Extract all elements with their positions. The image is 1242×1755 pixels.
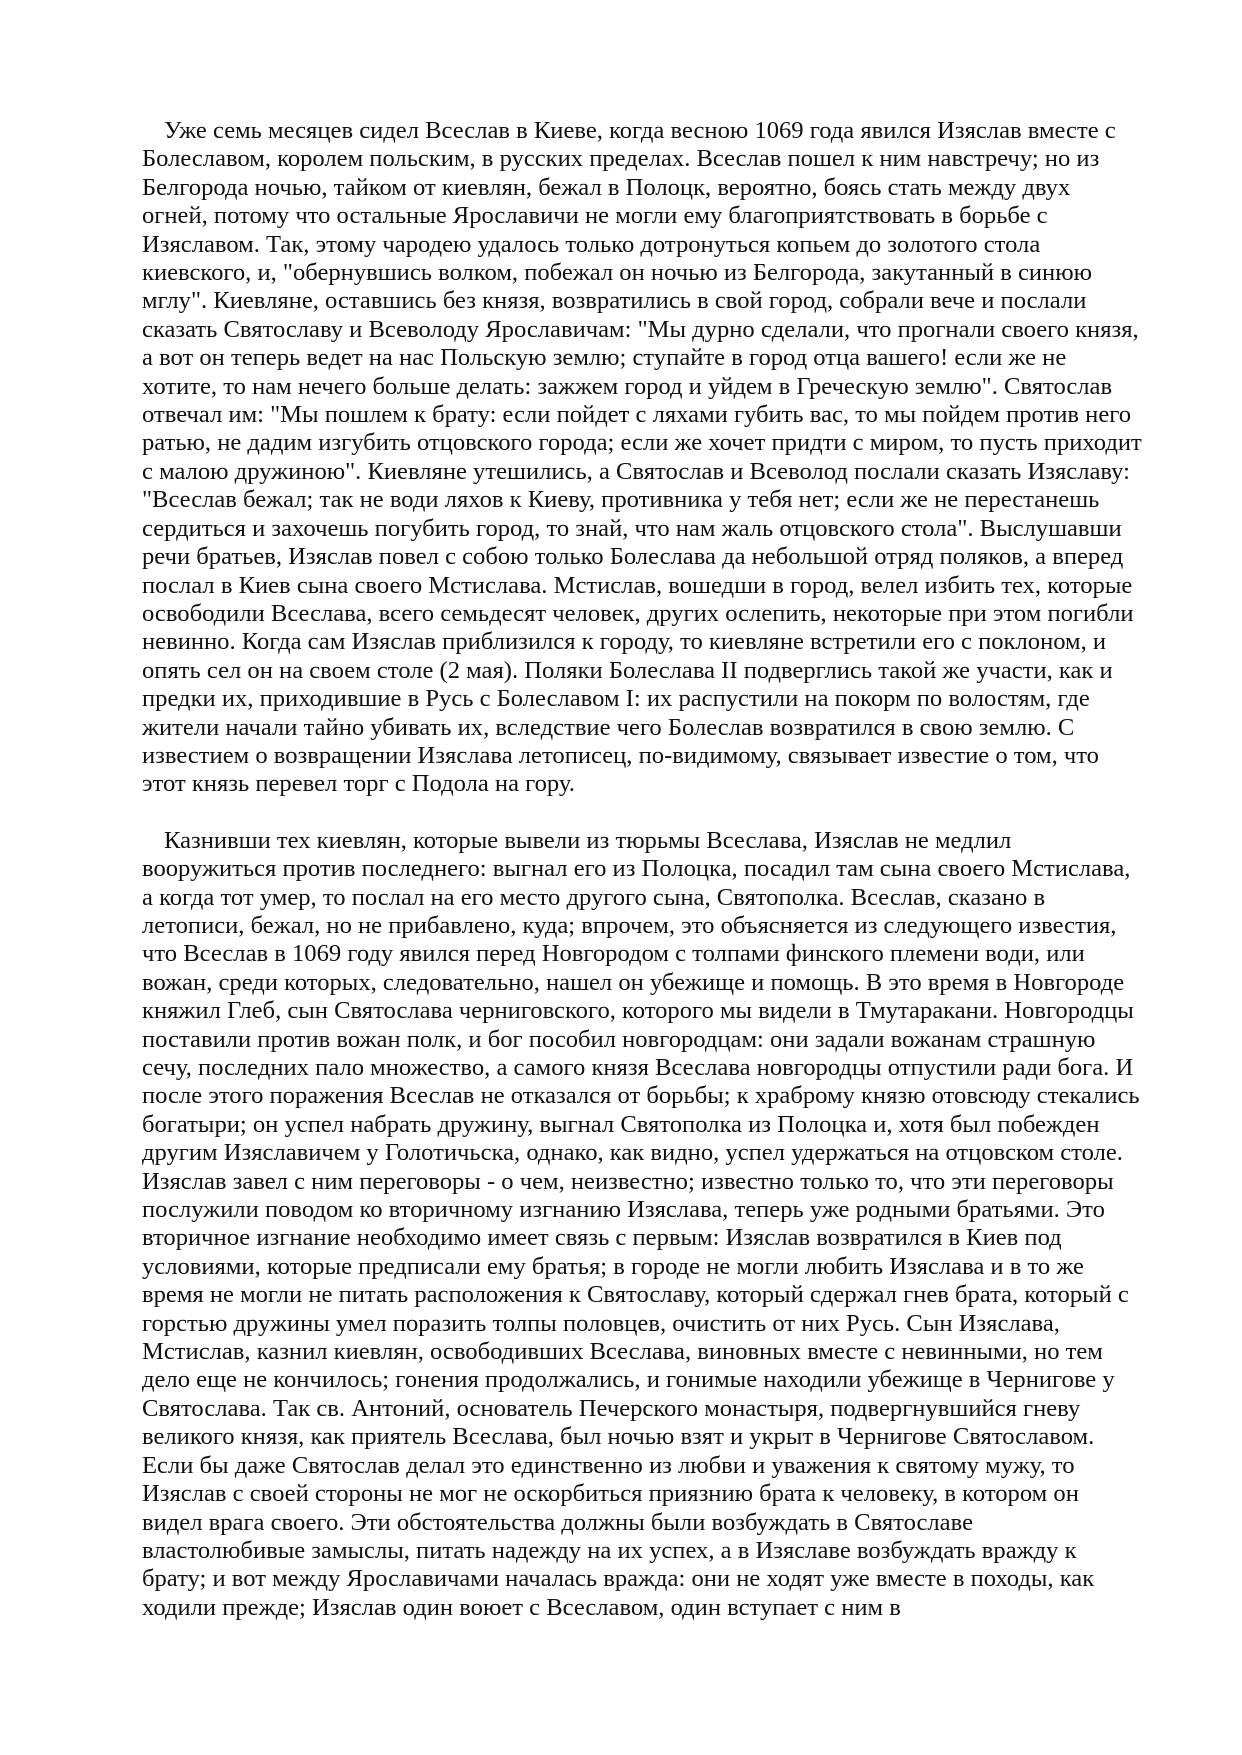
- page-text: [142, 117, 1142, 1622]
- paragraph-2: Казнивши тех киевлян, которые вывели из тюрьмы Всеслава, Изяслав не медлил вооружиться против последнего: выгнал его из Полоцка, посадил там сына своего Мстислава, а когда тот умер, то послал на его место другого сына, Святополка. Всеслав, сказано в летописи, бежал, но не прибавлено, куда; впрочем, это объясняется из следующего известия, что Всеслав в 1069 году явился перед Новгородом с толпами финского племени води, или вожан, среди которых, следовательно, нашел он убежище и помощь. В это время в Новгороде княжил Глеб, сын Святослава черниговского, которого мы видели в Тмутаракани. Новгородцы поставили против вожан полк, и бог пособил новгородцам: они задали вожанам страшную сечу, последних пало множество, а самого князя Всеслава новгородцы отпустили ради бога. И после этого поражения Всеслав не отказался от борьбы; к храброму князю отовсюду стекались богатыри; он успел набрать дружину, выгнал Святополка из Полоцка и, хотя был побежден другим Изяславичем у Голотичьска, однако, как видно, успел удержаться на отцовском столе. Изяслав завел с ним переговоры - о чем, неизвестно; известно только то, что эти переговоры послужили поводом ко вторичному изгнанию Изяслава, теперь уже родными братьями. Это вторичное изгнание необходимо имеет связь с первым: Изяслав возвратился в Киев под условиями, которые предписали ему братья; в городе не могли любить Изяслава и в то же время не могли не питать расположения к Святославу, который сдержал гнев брата, который с горстью дружины умел поразить толпы половцев, очистить от них Русь. Сын Изяслава, Мстислав, казнил киевлян, освободивших Всеслава, виновных вместе с невинными, но тем дело еще не кончилось; гонения продолжались, и гонимые находили убежище в Чернигове у Святослава. Так св. Антоний, основатель Печерского монастыря, подвергнувшийся гневу великого князя, как приятель Всеслава, был ночью взят и укрыт в Чернигове Святославом. Если бы даже Святослав делал это единственно из любви и уважения к святому мужу, то Изяслав с своей стороны не мог не оскорбиться приязнию брата к человеку, в котором он видел врага своего. Эти обстоятельства должны были возбуждать в Святославе властолюбивые замыслы, питать надежду на их успех, а в Изяславе возбуждать вражду к брату; и вот между Ярославичами началась вражда: они не ходят уже вместе в походы, как ходили прежде; Изяслав один воюет с Всеславом, один вступает с ним в: [142, 826, 1140, 1621]
- paragraph-1: Уже семь месяцев сидел Всеслав в Киеве, когда весною 1069 года явился Изяслав вместе с Болеславом, королем польским, в русских пределах. Всеслав пошел к ним навстречу; но из Белгорода ночью, тайком от киевлян, бежал в Полоцк, вероятно, боясь стать между двух огней, потому что остальные Ярославичи не могли ему благоприятствовать в борьбе с Изяславом. Так, этому чародею удалось только дотронуться копьем до золотого стола киевского, и, "обернувшись волком, побежал он ночью из Белгорода, закутанный в синюю мглу". Киевляне, оставшись без князя, возвратились в свой город, собрали вече и послали сказать Святославу и Всеволоду Ярославичам: "Мы дурно сделали, что прогнали своего князя, а вот он теперь ведет на нас Польскую землю; ступайте в город отца вашего! если же не хотите, то нам нечего больше делать: зажжем город и уйдем в Греческую землю". Святослав отвечал им: "Мы пошлем к брату: если пойдет с ляхами губить вас, то мы пойдем против него ратью, не дадим изгубить отцовского города; если же хочет придти с миром, то пусть приходит с малою дружиною". Киевляне утешились, а Святослав и Всеволод послали сказать Изяславу: "Всеслав бежал; так не води ляхов к Киеву, противника у тебя нет; если же не перестанешь сердиться и захочешь погубить город, то знай, что нам жаль отцовского стола". Выслушавши речи братьев, Изяслав повел с собою только Болеслава да небольшой отряд поляков, а вперед послал в Киев сына своего Мстислава. Мстислав, вошедши в город, велел избить тех, которые освободили Всеслава, всего семьдесят человек, других ослепить, некоторые при этом погибли невинно. Когда сам Изяслав приблизился к городу, то киевляне встретили его с поклоном, и опять сел он на своем столе (2 мая). Поляки Болеслава II подверглись такой же участи, как и предки их, приходившие в Русь с Болеславом I: их распустили на покорм по волостям, где жители начали тайно убивать их, вследствие чего Болеслав возвратился в свою землю. С известием о возвращении Изяслава летописец, по-видимому, связывает известие о том, что этот князь перевел торг с Подола на гору.: [142, 117, 1142, 798]
